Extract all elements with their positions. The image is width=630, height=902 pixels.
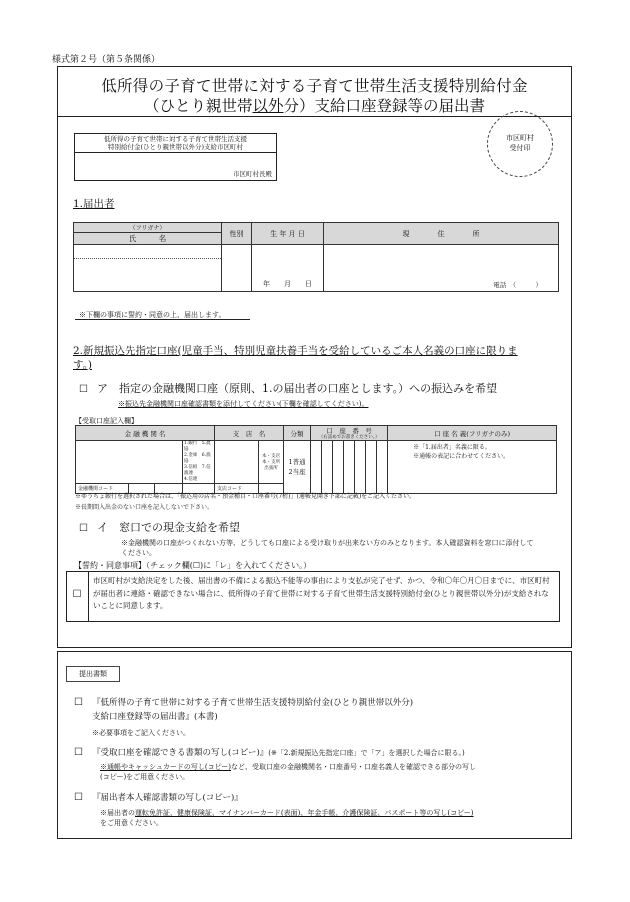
dob-input[interactable]: 年 月 日 [252, 245, 324, 292]
yucho-note: ※ゆうちょ銀行を選択された場合は、「振込用の店名・預金種目・口座番号(7桁)」(通帳見開き下部に記載)をご記入ください。 [75, 493, 416, 500]
form-title-line2 [57, 94, 572, 116]
account-class-header: 分類 [284, 426, 311, 441]
name-header: 氏 名 [74, 233, 222, 245]
account-digit[interactable] [344, 441, 355, 494]
submission-item-2-condition: (※「2.新規振込先指定口座」で「ア」を選択した場合に限る。) [268, 749, 465, 757]
option-i-label: イ 窓口での現金支給を希望 [96, 521, 240, 534]
bank-type: 2.金庫 6.漁協 [184, 453, 211, 464]
title-divider [57, 116, 572, 117]
title-part: （ひとり親世帯 [143, 97, 253, 115]
submission-checkbox-2[interactable]: ☐ [74, 747, 83, 758]
form-title-line1: 低所得の子育て世帯に対する子育て世帯生活支援特別給付金 [101, 77, 528, 95]
account-number-sub: （右詰めでお書きください。） [318, 435, 380, 440]
reception-stamp-label [487, 134, 553, 153]
branch-type-list [259, 441, 284, 484]
submission-note-underlined: ※通帳やキャッシュカードの写し(コピー) [100, 763, 232, 771]
addressee-line1: 低所得の子育て世帯に対する子育て世帯生活支援 [104, 135, 247, 143]
holder-note: ※通帳の表記に合わせてください。 [413, 453, 510, 460]
submission-item-2-label: 『受取口座を確認できる書類の写し(コピー)』 [91, 748, 269, 758]
addressee-mayor: 市区町村長殿 [233, 170, 272, 178]
account-digit[interactable] [377, 441, 388, 494]
addressee-line2: 特別給付金(ひとり親世帯以外分)支給市区町村 [107, 143, 244, 151]
submission-item-3-note [100, 808, 474, 818]
option-a-checkbox[interactable]: ☐ [79, 384, 88, 395]
bank-type: 3.信組 7.信漁連 [184, 465, 211, 476]
submission-note-rest: など、受取口座の金融機関名・口座番号・口座名義人を確認できる部分の写し [231, 763, 477, 771]
pledge-underline [75, 319, 250, 320]
account-number-label: 口 座 番 号 [326, 427, 372, 435]
title-part: 分）支給口座登録等の届出書 [283, 97, 486, 115]
section2-heading-cont: す。) [73, 359, 93, 371]
submission-checkbox-1[interactable]: ☐ [74, 697, 83, 708]
account-holder-header: 口 座 名 義(フリガナのみ) [388, 426, 557, 441]
class-ordinary[interactable]: 1普通 [288, 458, 306, 466]
section1-heading: 1.届出者 [73, 198, 115, 210]
branch-type: 本・支店 [262, 454, 281, 459]
option-i[interactable] [79, 519, 240, 535]
option-i-note: ※金融機関の口座がつくれない方等、どうしても口座による受け取りが出来ない方のみとなります。本人確認資料を窓口に添付して [121, 539, 534, 547]
account-digit[interactable] [333, 441, 344, 494]
option-a-label: ア 指定の金融機関口座（原則、1.の届出者の口座とします。）への振込みを希望 [96, 382, 498, 395]
holder-note: ※「1.届出者」名義に限る。 [413, 444, 491, 451]
submission-checkbox-3[interactable]: ☐ [74, 792, 83, 803]
submission-note-underlined: 運転免許証、健康保険証、マイナンバーカード(表面)、年金手帳、介護保険証、パスポート等の写し(コピー) [135, 809, 474, 817]
account-digit[interactable] [311, 441, 322, 494]
option-a-note: ※振込先金融機関口座確認書類を添付してください(下欄を確認してください)。 [118, 400, 369, 408]
agreement-checkbox[interactable]: ☐ [72, 589, 82, 600]
bank-type-list [183, 441, 215, 484]
bank-type: 1.銀行 5.農協 [184, 441, 211, 452]
bank-account-table [75, 425, 557, 494]
bank-code-label: 金融機関コード [76, 484, 129, 494]
section2-heading: 2.新規振込先指定口座(児童手当、特別児童扶養手当を受給しているご本人名義の口座に限りま [73, 345, 518, 357]
dormant-account-note: ※長期間入出金のない口座を記入しないで下さい。 [75, 504, 214, 511]
submission-tag: 提出書類 [66, 666, 120, 682]
agreement-divider [88, 571, 89, 622]
addressee-divider [74, 152, 277, 153]
agreement-heading: 【誓約・同意事項】（チェック欄(☐)に「レ」を入れてください。） [74, 561, 312, 570]
branch-name-input[interactable] [215, 441, 259, 484]
bank-name-header: 金 融 機 関 名 [76, 426, 215, 441]
branch-name-header: 支 店 名 [215, 426, 284, 441]
branch-type: 出張所 [264, 466, 278, 471]
class-current[interactable]: 2当座 [288, 468, 306, 476]
submission-note-pre: ※届出者の [100, 809, 135, 817]
submission-item-2-note [100, 762, 476, 772]
submission-item-3-label: 『届出者本人確認書類の写し(コピー)』 [91, 793, 243, 803]
branch-type: 本・支所 [262, 460, 281, 465]
dob-header: 生 年 月 日 [252, 223, 324, 245]
stamp-line2: 受付印 [509, 143, 531, 152]
account-holder-input[interactable] [388, 441, 557, 494]
submission-item-1-label: 『低所得の子育て世帯に対する子育て世帯生活支援特別給付金(ひとり親世帯以外分) [91, 698, 414, 708]
submission-item-1[interactable] [74, 696, 413, 708]
submission-item-3-note-cont: をご用意ください。 [100, 819, 163, 827]
name-input[interactable] [74, 259, 221, 290]
submission-item-2-note-cont: (コピー)をご用意ください。 [100, 773, 190, 781]
bank-type: 4.信連 [184, 477, 198, 482]
option-a[interactable] [79, 380, 497, 396]
applicant-table [73, 222, 559, 292]
title-underlined-part: 以外 [252, 97, 284, 115]
account-number-header [311, 426, 388, 441]
furigana-header: （フリガナ） [74, 223, 222, 233]
agreement-text: 市区町村が支給決定をした後、届出書の不備による振込不能等の事由により支払が完了せず、かつ、令和〇年〇月〇日までに、市区町村が届出者に連絡・確認できない場合に、低所得の子育て世帯に対する子育て世帯生活支援特別給付金(ひとり親世帯以外分)が支給されないことに同意します。 [93, 576, 550, 610]
gender-header: 性別 [222, 223, 252, 245]
account-digit[interactable] [322, 441, 333, 494]
submission-item-1-cont: 支給口座登録等の届出書』(本書) [92, 712, 218, 722]
account-class-options[interactable] [284, 441, 311, 494]
submission-item-1-note: ※必要事項をご記入ください。 [92, 729, 190, 737]
submission-item-3[interactable] [74, 791, 243, 803]
name-input-cell[interactable] [74, 245, 222, 292]
address-header: 現 住 所 [324, 223, 559, 245]
option-i-checkbox[interactable]: ☐ [79, 523, 88, 534]
form-number-label: 様式第２号（第５条関係） [52, 55, 161, 65]
bank-table-title: 【受取口座記入欄】 [75, 417, 138, 425]
pledge-note: ※下欄の事項に誓約・同意の上、届出します。 [79, 311, 226, 319]
account-digit[interactable] [366, 441, 377, 494]
bank-name-input[interactable] [76, 441, 183, 484]
account-digit[interactable] [355, 441, 366, 494]
submission-item-2[interactable] [74, 746, 465, 758]
branch-code-label: 支店コード [215, 484, 259, 494]
gender-input[interactable] [222, 245, 252, 292]
address-input[interactable]: 電話 （ ） [324, 245, 559, 292]
stamp-line1: 市区町村 [506, 134, 534, 142]
option-i-note-cont: ください。 [121, 549, 156, 557]
furigana-input[interactable] [74, 246, 221, 259]
